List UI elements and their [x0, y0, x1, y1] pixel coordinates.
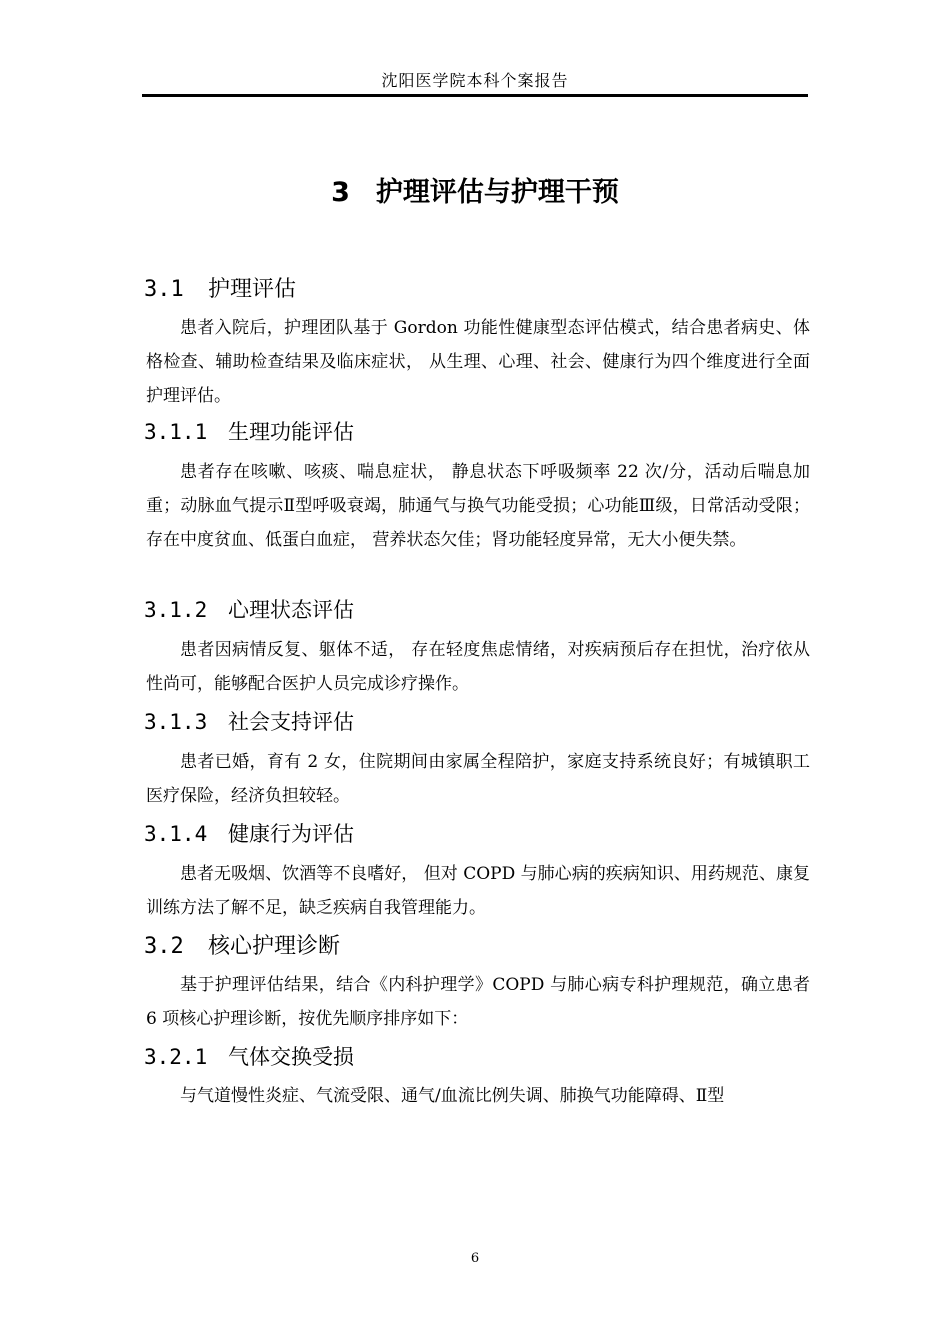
section-heading-3-1-2 [144, 594, 354, 624]
section-number: 3.1.4 [144, 822, 208, 846]
section-heading-3-1-1 [144, 416, 354, 446]
paragraph-3-2: 基于护理评估结果，结合《内科护理学》COPD 与肺心病专科护理规范，确立患者 6 项核心护理诊断，按优先顺序排序如下： [146, 975, 810, 1029]
section-heading-3-1-4 [144, 818, 354, 848]
paragraph-3-1-4: 患者无吸烟、饮酒等不良嗜好， 但对 COPD 与肺心病的疾病知识、用药规范、康复训练方法了解不足，缺乏疾病自我管理能力。 [146, 864, 810, 918]
paragraph-3-1-2: 患者因病情反复、躯体不适， 存在轻度焦虑情绪，对疾病预后存在担忧，治疗依从性尚可，能够配合医护人员完成诊疗操作。 [146, 640, 810, 694]
section-title: 健康行为评估 [228, 822, 354, 846]
chapter-title-text: 护理评估与护理干预 [375, 177, 619, 208]
paragraph-3-2-1: 与气道慢性炎症、气流受限、通气/血流比例失调、肺换气功能障碍、Ⅱ型 [180, 1086, 725, 1106]
section-title: 心理状态评估 [228, 598, 354, 622]
section-number: 3.1.3 [144, 710, 208, 734]
paragraph-3-1-3: 患者已婚，育有 2 女，住院期间由家属全程陪护，家庭支持系统良好；有城镇职工医疗保险，经济负担较轻。 [146, 752, 810, 806]
section-title: 护理评估 [208, 277, 297, 302]
section-number: 3.1.2 [144, 598, 208, 622]
section-number: 3.2 [144, 934, 184, 959]
section-heading-3-1 [144, 272, 296, 303]
page-number: 6 [470, 1251, 480, 1266]
section-number: 3.2.1 [144, 1045, 208, 1069]
section-heading-3-2 [144, 929, 340, 960]
section-number: 3.1 [144, 277, 184, 302]
section-title: 核心护理诊断 [208, 934, 341, 959]
section-number: 3.1.1 [144, 420, 208, 444]
chapter-title [142, 170, 808, 209]
section-title: 生理功能评估 [228, 420, 354, 444]
section-heading-3-1-3 [144, 706, 354, 736]
header-rule [142, 94, 808, 97]
page-header: 沈阳医学院本科个案报告 [381, 71, 569, 90]
section-title: 气体交换受损 [228, 1045, 354, 1069]
paragraph-3-1-1: 患者存在咳嗽、咳痰、喘息症状， 静息状态下呼吸频率 22 次/分，活动后喘息加重；动脉血气提示Ⅱ型呼吸衰竭，肺通气与换气功能受损；心功能Ⅲ级，日常活动受限；存在中度贫血、低蛋白血症， 营养状态欠佳；肾功能轻度异常，无大小便失禁。 [146, 462, 810, 550]
paragraph-3-1: 患者入院后，护理团队基于 Gordon 功能性健康型态评估模式，结合患者病史、体格检查、辅助检查结果及临床症状， 从生理、心理、社会、健康行为四个维度进行全面护理评估。 [146, 318, 810, 406]
chapter-number: 3 [331, 177, 350, 208]
section-title: 社会支持评估 [228, 710, 354, 734]
section-heading-3-2-1 [144, 1041, 354, 1071]
